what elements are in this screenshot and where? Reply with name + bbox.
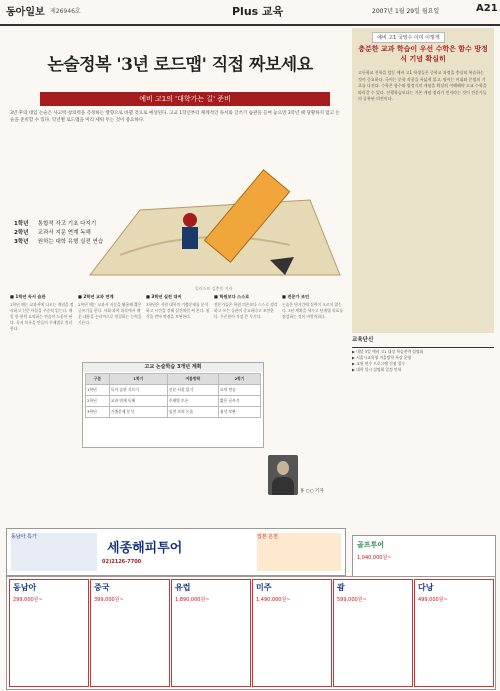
ad-phone: 02)2126-7700: [102, 559, 142, 565]
issue-number: 제26946호: [50, 8, 81, 15]
ad-cell-price: 499,000원~: [418, 597, 448, 603]
ad-cell-title: 괌: [337, 583, 345, 592]
ad-cell-title: 미주: [256, 583, 272, 592]
roadmap-year: 1학년: [14, 221, 29, 227]
column-text: 전문가들은 학원 의존보다 스스로 생각하고 쓰는 습관이 중요하다고 조언한다. 꾸준함이 가장 큰 무기다.: [214, 302, 278, 319]
publish-date: 2007년 1월 29일 월요일: [372, 8, 440, 15]
column-text: 2학년 때는 교과서 지문을 활용해 짧은 글쓰기를 한다. 사회·과학 과목에서 배운 내용을 논리적으로 연결하는 능력을 기른다.: [78, 302, 142, 325]
ad-cell[interactable]: [9, 579, 89, 687]
news-items: [352, 349, 494, 529]
golf-ad-title: 골프투어: [357, 541, 385, 549]
ad-cell[interactable]: [171, 579, 251, 687]
table-header: 1학기: [109, 374, 167, 385]
classified-ad-grid: [6, 576, 496, 690]
table-header-row: [86, 374, 261, 385]
ad-right-panel: 일본 온천: [257, 533, 341, 571]
ad-cell-title: 동남아: [13, 583, 37, 592]
table-cell: 3학년: [86, 407, 110, 418]
roadmap-text: 원하는 대학 유형 실전 연습: [37, 239, 104, 245]
sidebar-body: 고등학교 진학을 앞둔 예비 고1 학생들은 중학교 과정을 충실히 복습하는 것이 중요하다. 국어는 문학 작품을 폭넓게 읽고, 영어는 어휘와 문법의 기초를 다진다. 수학은 함수와 방정식의 개념을 확실히 이해해야 고교 수학을 따라갈 수 있다. 선행학습보다는 기본 개념 정리가 먼저라는 것이 전문가들의 공통된 의견이다.: [358, 70, 487, 101]
ad-left-panel: 동남아 특가: [11, 533, 97, 571]
sidebar-tag: 예비 고1 국영수 이미 이렇게: [372, 32, 445, 43]
roadmap-list: [14, 220, 194, 278]
table-cell: 교과 연계 독해: [109, 396, 167, 407]
table-header: 2학기: [218, 374, 260, 385]
column-text: 1학년 때는 교과서에 나오는 개념을 정리하고 신문 사설을 꾸준히 읽는다. 매일 한 편씩 요약하는 연습이 도움이 된다. 독서 목록을 만들어 주제별로 정리한다.: [10, 302, 74, 331]
column-subhead: ■ 전문가 조언: [282, 294, 310, 299]
ad-brand-name: 세종해피투어: [107, 541, 183, 556]
ad-cell[interactable]: [252, 579, 332, 687]
column-subhead: ■ 3학년 실전 대비: [146, 294, 182, 299]
ad-cell-price: 1,890,000원~: [175, 597, 210, 603]
roadmap-item: [14, 238, 194, 247]
article-lede: 3년 후의 대입 논술은 사고력·창의력을 측정하는 방향으로 바뀔 것으로 예상된다. 고교 1학년부터 체계적인 독서와 글쓰기 습관을 들여 놓으면 3학년 때 당황하지 않고 논술을 준비할 수 있다. 학년별 로드맵을 미리 세워 두는 것이 중요하다.: [10, 111, 340, 123]
news-item[interactable]: ▶ 내달 3일 예비 고1 대상 학습전략 설명회: [352, 349, 424, 354]
section-title: Plus 교육: [232, 5, 284, 18]
roadmap-item: [14, 220, 194, 229]
table-row: [86, 396, 261, 407]
column-subhead: ■ 1학년 독서 습관: [10, 294, 46, 299]
golf-ad[interactable]: [352, 535, 496, 577]
news-briefs: [352, 335, 494, 535]
travel-ad-main[interactable]: [6, 528, 346, 576]
table-cell: 주제별 토론: [167, 396, 218, 407]
article-column: [10, 292, 74, 524]
page-number: A21: [476, 3, 498, 14]
table-cell: 기출문제 분석: [109, 407, 167, 418]
table-grid: [85, 373, 261, 418]
ad-cell-title: 중국: [94, 583, 110, 592]
table-cell: 독서 습관 기르기: [109, 385, 167, 396]
golf-ad-price: 1,040,000원~: [357, 555, 392, 561]
roadmap-item: [14, 229, 194, 238]
ad-cell-title: 다낭: [418, 583, 434, 592]
news-item[interactable]: ▶ 대학 입시 설명회 일정 안내: [352, 367, 402, 372]
column-text: 논술은 단기간에 실력이 오르지 않는다. 3년 계획을 세우고 단계별 목표를 점검하는 것이 바람직하다.: [282, 302, 344, 319]
illustration-caption: 일러스트 김충민 기자: [195, 286, 233, 291]
ad-cell[interactable]: [414, 579, 494, 687]
roadmap-year: 3학년: [14, 239, 29, 245]
table-title: 고교 논술학습 3개년 계획: [83, 363, 263, 372]
news-item[interactable]: ▶ 교원 연수 프로그램 신청 접수: [352, 361, 405, 366]
reporter-name: 홍 ○○ 기자: [300, 489, 324, 494]
reporter-face: [277, 461, 289, 475]
reporter-body: [272, 477, 294, 495]
table-row: [86, 407, 261, 418]
article-subtitle: 예비 고1의 '대학가는 길' 준비: [40, 92, 330, 106]
roadmap-text: 통합적 사고 기초 다지기: [37, 221, 97, 227]
ad-cell-price: 599,000원~: [337, 597, 367, 603]
ad-cell-price: 299,000원~: [13, 597, 43, 603]
column-text: 3학년은 지원 대학의 기출문제를 분석하고 시간을 정해 실전처럼 써 본다. 첨삭을 받아 약점을 보완한다.: [146, 302, 210, 319]
table-cell: 요약 연습: [218, 385, 260, 396]
table-cell: 첨삭 보완: [218, 407, 260, 418]
news-heading: 교육단신: [352, 335, 494, 348]
table-cell: 짧은 글쓰기: [218, 396, 260, 407]
table-cell: 2학년: [86, 396, 110, 407]
ad-cell[interactable]: [333, 579, 413, 687]
news-item[interactable]: ▶ 서울시교육청 겨울방학 특강 운영: [352, 355, 412, 360]
roadmap-text: 교과서 지문 연계 독해: [37, 230, 91, 236]
ad-cell-price: 1,490,000원~: [256, 597, 291, 603]
reporter-photo: [268, 455, 298, 495]
table-cell: 신문 사설 읽기: [167, 385, 218, 396]
table-row: [86, 385, 261, 396]
ad-cell-price: 399,000원~: [94, 597, 124, 603]
table-header: 여름방학: [167, 374, 218, 385]
sidebar-box: [352, 28, 494, 333]
page-header: [0, 0, 500, 26]
column-subhead: ■ 2학년 교과 연계: [78, 294, 114, 299]
column-subhead: ■ 학원보다 스스로: [214, 294, 250, 299]
article-headline: 논술정복 '3년 로드맵' 직접 짜보세요: [47, 55, 313, 75]
ad-cell-title: 유럽: [175, 583, 191, 592]
table-cell: 실전 모의 논술: [167, 407, 218, 418]
sidebar-headline: 충분한 교과 학습이 우선 수학은 함수 방정식 기념 확실히: [358, 45, 488, 63]
roadmap-year: 2학년: [14, 230, 29, 236]
table-cell: 1학년: [86, 385, 110, 396]
table-header: 구분: [86, 374, 110, 385]
study-plan-table: [82, 362, 264, 448]
ad-cell[interactable]: [90, 579, 170, 687]
newspaper-logo: 동아일보: [6, 7, 45, 18]
